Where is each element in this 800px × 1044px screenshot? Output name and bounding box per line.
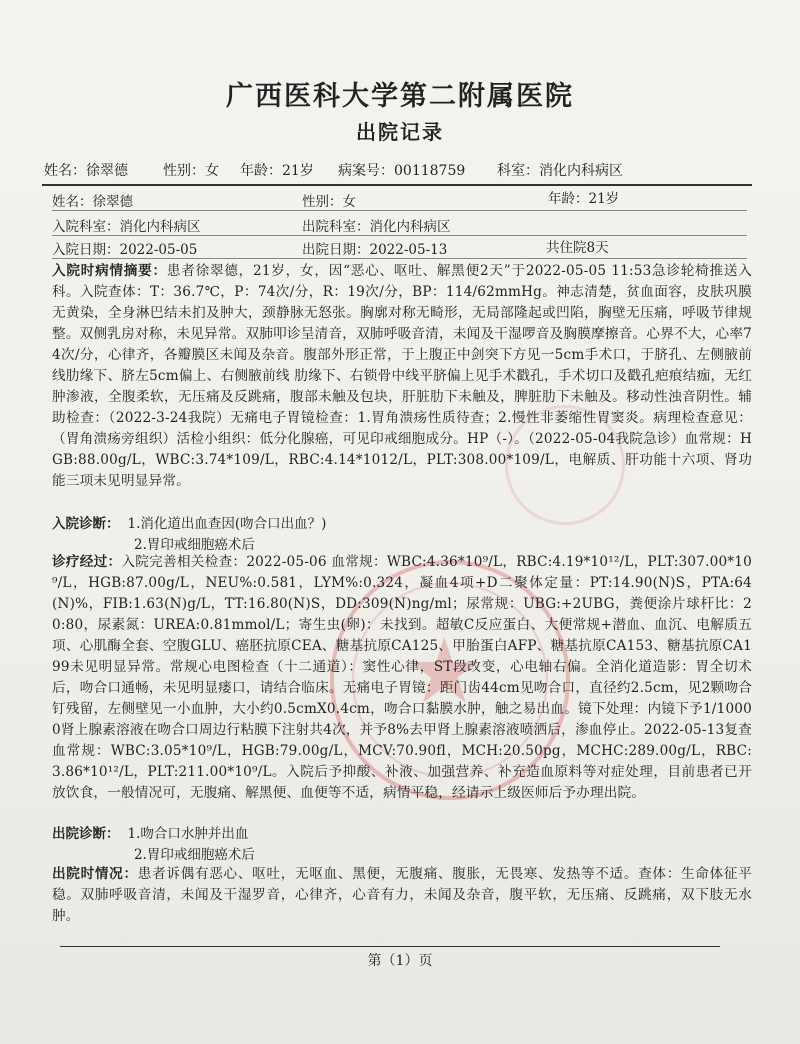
- info-row-underline: [52, 235, 747, 236]
- info-discharge-date: 出院日期：2022-05-13: [302, 242, 448, 258]
- info-sex: 性别：女: [302, 194, 356, 210]
- header-department: 科室：消化内科病区: [497, 163, 623, 179]
- page-number: 第（1）页: [367, 953, 433, 969]
- header-divider: [42, 184, 752, 186]
- admission-summary-text: 患者徐翠德，21岁，女，因“恶心、呕吐、解黑便2天”于2022-05-05 11:53急诊轮椅推送入科。入院查体：T：36.7℃，P：74次/分，R：19次/分，BP：114/62mmHg。神志清楚，贫血面容，皮肤巩膜无黄染，全身淋巴结未扪及肿大，颈静脉无怒张。胸廓对称无畸形，无局部隆起或凹陷，胸壁无压痛，呼吸节律规整。双侧乳房对称，未见异常。双肺叩诊呈清音，双肺呼吸音清，未闻及干湿啰音及胸膜摩擦音。心界不大，心率74次/分，心律齐，各瓣膜区未闻及杂音。腹部外形正常，于上腹正中剑突下方见一5cm手术口，于脐孔、左侧腋前线肋缘下、脐左5cm偏上、右侧腋前线 肋缘下、右锁骨中线平脐偏上见手术戳孔，手术切口及戳孔疤痕结痂，无红肿渗液，全腹柔软，无压痛及反跳痛，腹部未触及包块，肝脏肋下未触及，脾脏肋下未触及。移动性浊音阴性。辅助检查：（2022-3-24我院）无痛电子胃镜检查：1.胃角溃疡性质待查；2.慢性非萎缩性胃窦炎。病理检查意见：（胃角溃疡旁组织）活检小组织：低分化腺癌，可见印戒细胞成分。HP（-）。（2022-05-04我院急诊）血常规：HGB:88.00g/L，WBC:3.74*109/L，RBC:4.14*1012/L，PLT:308.00*109/L，电解质、肝功能十六项、肾功能三项未见明显异常。: [52, 263, 752, 489]
- footer-divider: [60, 946, 720, 947]
- info-row-underline: [52, 258, 747, 259]
- info-admission-department: 入院科室：消化内科病区: [52, 219, 201, 235]
- discharge-condition-label: 出院时情况：: [52, 866, 138, 882]
- treatment-course-label: 诊疗经过：: [52, 554, 122, 570]
- discharge-condition: [52, 864, 752, 927]
- discharge-diagnosis-1: 1.吻合口水肿并出血: [127, 826, 249, 842]
- info-age: 年龄：21岁: [548, 191, 620, 207]
- header-case-number: 病案号：00118759: [338, 163, 466, 179]
- header-name: 姓名：徐翠德: [44, 163, 128, 179]
- info-name: 姓名：徐翠德: [52, 194, 133, 210]
- header-age: 年龄：21岁: [240, 163, 314, 179]
- admission-diagnosis-2: 2.胃印戒细胞癌术后: [134, 537, 255, 553]
- info-discharge-department: 出院科室：消化内科病区: [302, 219, 451, 235]
- discharge-diagnosis-2: 2.胃印戒细胞癌术后: [134, 847, 255, 863]
- discharge-condition-text: 患者诉偶有恶心、呕吐，无呕血、黑便，无腹痛、腹胀，无畏寒、发热等不适。查体：生命体征平稳。双肺呼吸音清，未闻及干湿罗音，心律齐，心音有力，未闻及杂音，腹平软，无压痛、反跳痛，双下肢无水肿。: [52, 866, 752, 924]
- admission-summary-label: 入院时病情摘要：: [52, 263, 167, 279]
- info-stay-days: 共住院8天: [546, 240, 609, 256]
- admission-summary: [52, 261, 752, 492]
- treatment-course-text: 入院完善相关检查：2022-05-06 血常规：WBC:4.36*10⁹/L，RBC:4.19*10¹²/L，PLT:307.00*10⁹/L，HGB:87.00g/L，NEU%:0.581，LYM%:0.324，凝血4项+D二聚体定量：PT:14.90(N)S，PTA:64(N)%，FIB:1.63(N)g/L，TT:16.80(N)S，DD:309(N)ng/ml；尿常规：UBG:+2UBG，粪便涂片球杆比：20:80，尿素氮：UREA:0.81mmol/L；寄生虫(卵)：未找到。超敏C反应蛋白、大便常规+潜血、血沉、电解质五项、心肌酶全套、空腹GLU、癌胚抗原CEA、糖基抗原CA125、甲胎蛋白AFP、糖基抗原CA153、糖基抗原CA199未见明显异常。常规心电图检查（十二通道）：窦性心律，ST段改变，心电轴右偏。全消化道造影：胃全切术后，吻合口通畅，未见明显瘘口，请结合临床。无痛电子胃镜：距门齿44cm见吻合口，直径约2.5cm，见2颗吻合钉残留，左侧壁见一小血肿，大小约0.5cmX0.4cm，吻合口黏膜水肿，触之易出血。镜下处理：内镜下予1/10000肾上腺素溶液在吻合口周边行粘膜下注射共4次，并予8%去甲肾上腺素溶液喷洒后，渗血停止。2022-05-13复查血常规：WBC:3.05*10⁹/L，HGB:79.00g/L，MCV:70.90fl，MCH:20.50pg，MCHC:289.00g/L，RBC:3.86*10¹²/L，PLT:211.00*10⁹/L。入院后予抑酸、补液、加强营养、补充造血原料等对症处理，目前患者已开放饮食，一般情况可，无腹痛、解黑便、血便等不适，病情平稳，经请示上级医师后予办理出院。: [52, 554, 752, 801]
- info-row-underline: [52, 210, 747, 211]
- seal-star-icon: ★: [404, 619, 485, 724]
- header-sex: 性别：女: [163, 163, 219, 179]
- document-title: 出院记录: [356, 120, 444, 144]
- admission-diagnosis: 入院诊断： 1.消化道出血查因(吻合口出血？): [52, 516, 327, 532]
- discharge-diagnosis: 出院诊断： 1.吻合口水肿并出血: [52, 826, 249, 842]
- hospital-title: 广西医科大学第二附属医院: [226, 81, 574, 112]
- treatment-course: [52, 552, 752, 804]
- info-admission-date: 入院日期：2022-05-05: [52, 242, 198, 258]
- admission-diagnosis-1: 1.消化道出血查因(吻合口出血？): [127, 516, 327, 532]
